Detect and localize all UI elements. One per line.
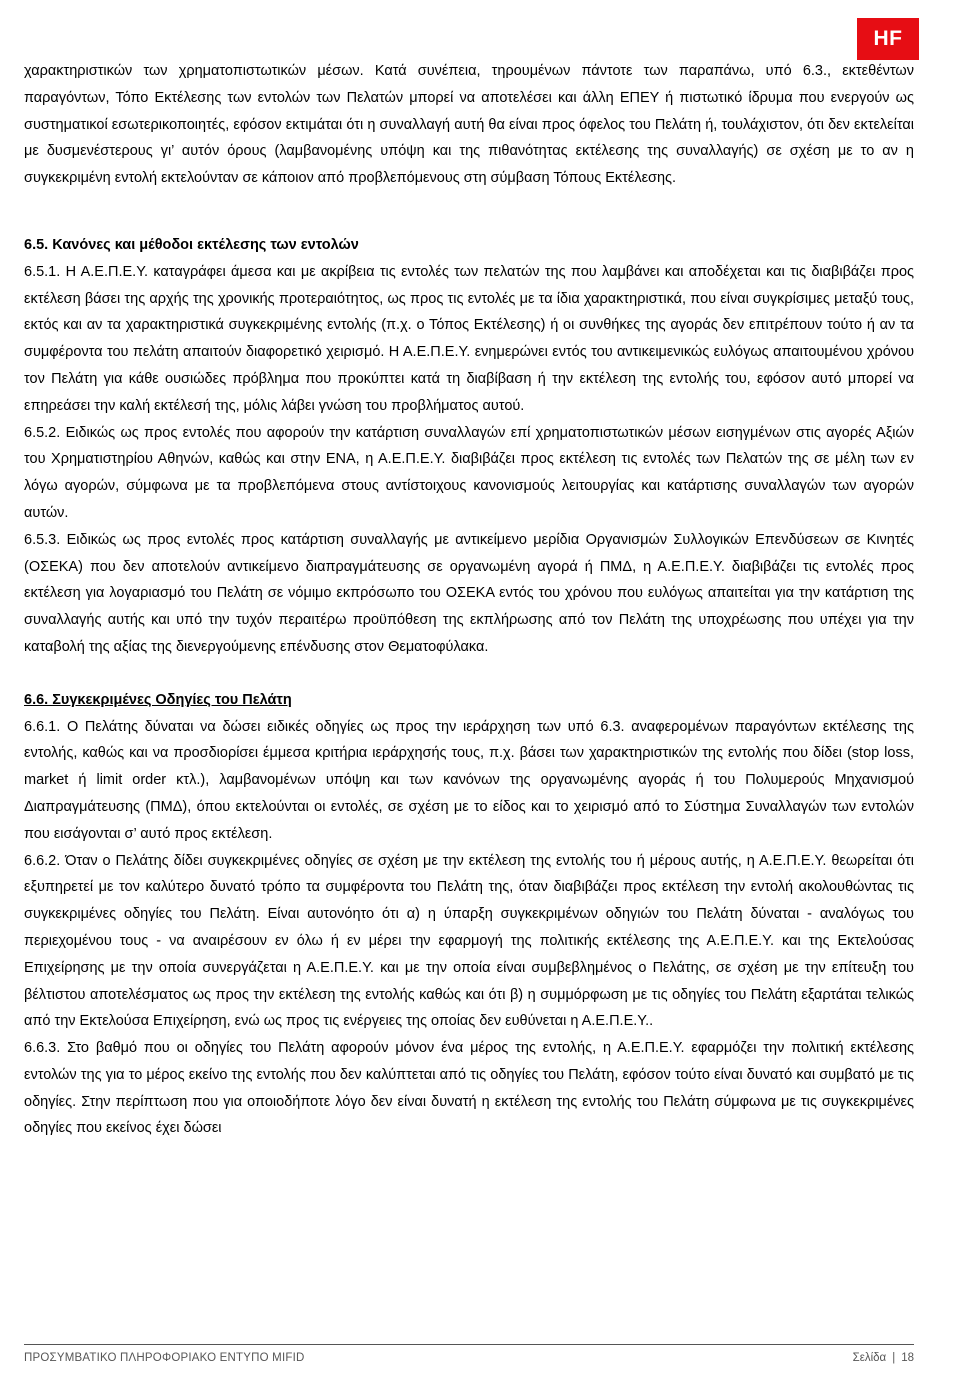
- paragraph-6-6-1: 6.6.1. Ο Πελάτης δύναται να δώσει ειδικές οδηγίες ως προς την ιεράρχηση των υπό 6.3. αναφερομένων παραγόντων εκτέλεσης της εντολής, καθώς και να προσδιορίσει έμμεσα κριτήρια ιεράρχησής τους, π.χ. βάσει των χαρακτηριστικών της εντολής που δίδει (stop loss, market ή limit order κτλ.), λαμβανομένων υπόψη και των κανόνων της οργανωμένης αγοράς ή του Πολυμερούς Μηχανισμού Διαπραγμάτευσης (ΠΜΔ), όπου εκτελούνται οι εντολές, σε σχέση με το είδος και το χειρισμό από το Σύστημα Συναλλαγών των εντολών που εισάγονται σ’ αυτό προς εκτέλεση.: [24, 718, 914, 842]
- page-separator: |: [892, 1352, 896, 1364]
- paragraph-6-5-2: 6.5.2. Ειδικώς ως προς εντολές που αφορούν την κατάρτιση συναλλαγών επί χρηματοπιστωτικών μέσων εισηγμένων στις αγορές Αξιών του Χρηματιστηρίου Αθηνών, καθώς και στην ΕΝΑ, η Α.Ε.Π.Ε.Υ. διαβιβάζει προς εκτέλεση τις εντολές των Πελατών της σε μέλη των εν λόγω αγορών, σύμφωνα με τα προβλεπόμενα στους αντίστοιχους κανονισμούς λειτουργίας και κατάρτισης συναλλαγών των αγορών αυτών.: [24, 424, 914, 521]
- paragraph-6-5-3: 6.5.3. Ειδικώς ως προς εντολές προς κατάρτιση συναλλαγής με αντικείμενο μερίδια Οργανισμών Συλλογικών Επενδύσεων σε Κινητές (ΟΣΕΚΑ) που δεν αποτελούν αντικείμενο διαπραγμάτευσης σε οργανωμένη αγορά ή ΠΜΔ, η Α.Ε.Π.Ε.Υ. διαβιβάζει τις εντολές προς εκτέλεση για λογαριασμό του Πελάτη σε νόμιμο εκπρόσωπο του ΟΣΕΚΑ εντός του χρόνου που ευλόγως απαιτείται για την κατάρτιση της συναλλαγής αυτής και υπό την τυχόν περαιτέρω προϋπόθεση της εκπλήρωσης από τον Πελάτη της υποχρέωσης που υπέχει για την καταβολή της αξίας της διενεργούμενης επένδυσης στον Θεματοφύλακα.: [24, 531, 914, 655]
- footer-divider: [24, 1344, 914, 1345]
- section-heading-6-6: 6.6. Συγκεκριμένες Οδηγίες του Πελάτη: [24, 691, 292, 708]
- paragraph-6-5-1: 6.5.1. Η Α.Ε.Π.Ε.Υ. καταγράφει άμεσα και με ακρίβεια τις εντολές των πελατών της που λαμβάνει και αποδέχεται και τις διαβιβάζει προς εκτέλεση βάσει της αρχής της χρονικής προτεραιότητος, ως προς τις εντολές με τα ίδια χαρακτηριστικά, που είναι συγκρίσιμες μεταξύ τους, εκτός και αν τα χαρακτηριστικά συγκεκριμένης εντολής (π.χ. ο Τόπος Εκτέλεσης) ή οι συνθήκες της αγοράς δεν επιτρέπουν τούτο ή αν τα συμφέροντα του πελάτη απαιτούν διαφορετικό χειρισμό. Η Α.Ε.Π.Ε.Υ. ενημερώνει εντός του αντικειμενικώς ευλόγως απαιτουμένου χρόνου τον Πελάτη για κάθε ουσιώδες πρόβλημα που προκύπτει κατά τη διαβίβαση ή την εκτέλεση της εντολής του, εφόσον αυτό μπορεί να επηρεάσει την καλή εκτέλεσή της, μόλις λάβει γνώση του προβλήματος αυτού.: [24, 263, 914, 414]
- page-label: Σελίδα: [852, 1352, 887, 1364]
- page-number: 18: [901, 1352, 914, 1364]
- paragraph-execution-venues: χαρακτηριστικών των χρηματοπιστωτικών μέσων. Κατά συνέπεια, τηρουμένων πάντοτε των παραπάνω, υπό 6.3., εκτεθέντων παραγόντων, Τόπο Εκτέλεσης των εντολών των Πελατών μπορεί να αποτελέσει και άλλη ΕΠΕΥ ή πιστωτικό ίδρυμα που ενεργούν ως συστηματικοί εσωτερικοποιητές, εφόσον εκτιμάται ότι η συναλλαγή αυτή θα είναι προς όφελος του Πελάτη ή, τουλάχιστον, ότι δεν εκτελείται με δυσμενέστερους γι’ αυτόν όρους (λαμβανομένης υπόψη και της πιθανότητας εκτέλεσης της συναλλαγής) σε σχέση με το αν η συγκεκριμένη εντολή εκτελούνταν σε κάποιον από προβλεπόμενους στη σύμβαση Τόπους Εκτέλεσης.: [24, 63, 914, 187]
- paragraph-6-6-3: 6.6.3. Στο βαθμό που οι οδηγίες του Πελάτη αφορούν μόνον ένα μέρος της εντολής, η Α.Ε.Π.Ε.Υ. εφαρμόζει την πολιτική εκτέλεσης εντολών της για το μέρος εκείνο της εντολής που δεν καλύπτεται από τις οδηγίες του Πελάτη, εφόσον τούτο είναι δυνατό και συμβατό με τις οδηγίες. Στην περίπτωση που για οποιοδήποτε λόγο δεν είναι δυνατή η εκτέλεση της εντολής του Πελάτη σύμφωνα με τις συγκεκριμένες οδηγίες που εκείνος έχει δώσει: [24, 1040, 914, 1137]
- section-heading-6-5: 6.5. Κανόνες και μέθοδοι εκτέλεσης των εντολών: [24, 236, 359, 253]
- footer-page-indicator: [853, 1352, 914, 1364]
- footer-document-title: ΠΡΟΣΥΜΒΑΤΙΚΟ ΠΛΗΡΟΦΟΡΙΑΚΟ ΕΝΤΥΠΟ MIFID: [24, 1352, 305, 1364]
- paragraph-6-6-2: 6.6.2. Όταν ο Πελάτης δίδει συγκεκριμένες οδηγίες σε σχέση με την εκτέλεση της εντολής του ή μέρους αυτής, η Α.Ε.Π.Ε.Υ. θεωρείται ότι εξυπηρετεί με τον καλύτερο δυνατό τρόπο τα συμφέροντα του Πελάτη της, όταν διαβιβάζει προς εκτέλεση την εντολή ακολουθώντας τις συγκεκριμένες οδηγίες του Πελάτη. Είναι αυτονόητο ότι α) η ύπαρξη συγκεκριμένων οδηγιών του Πελάτη δύναται - αναλόγως του περιεχομένου τους - να αναιρέσουν εν όλω ή εν μέρει την εφαρμογή της πολιτικής εκτέλεσης της Α.Ε.Π.Ε.Υ. και της Εκτελούσας Επιχείρησης με την οποία συνεργάζεται η Α.Ε.Π.Ε.Υ. και με την οποία είναι συμβεβλημένος ο Πελάτης, σε σχέση με την επίτευξη του βέλτιστου αποτελέσματος ως προς την εκτέλεση της εντολής καθώς και ότι β) η συμμόρφωση με τις οδηγίες του Πελάτη εξαρτάται τελικώς από την Εκτελούσα Επιχείρηση, ενώ ως προς τις ενέργειες της οποίας δεν ευθύνεται η Α.Ε.Π.Ε.Υ..: [24, 852, 914, 1030]
- company-logo: HF: [857, 18, 919, 60]
- document-body: [24, 58, 914, 1142]
